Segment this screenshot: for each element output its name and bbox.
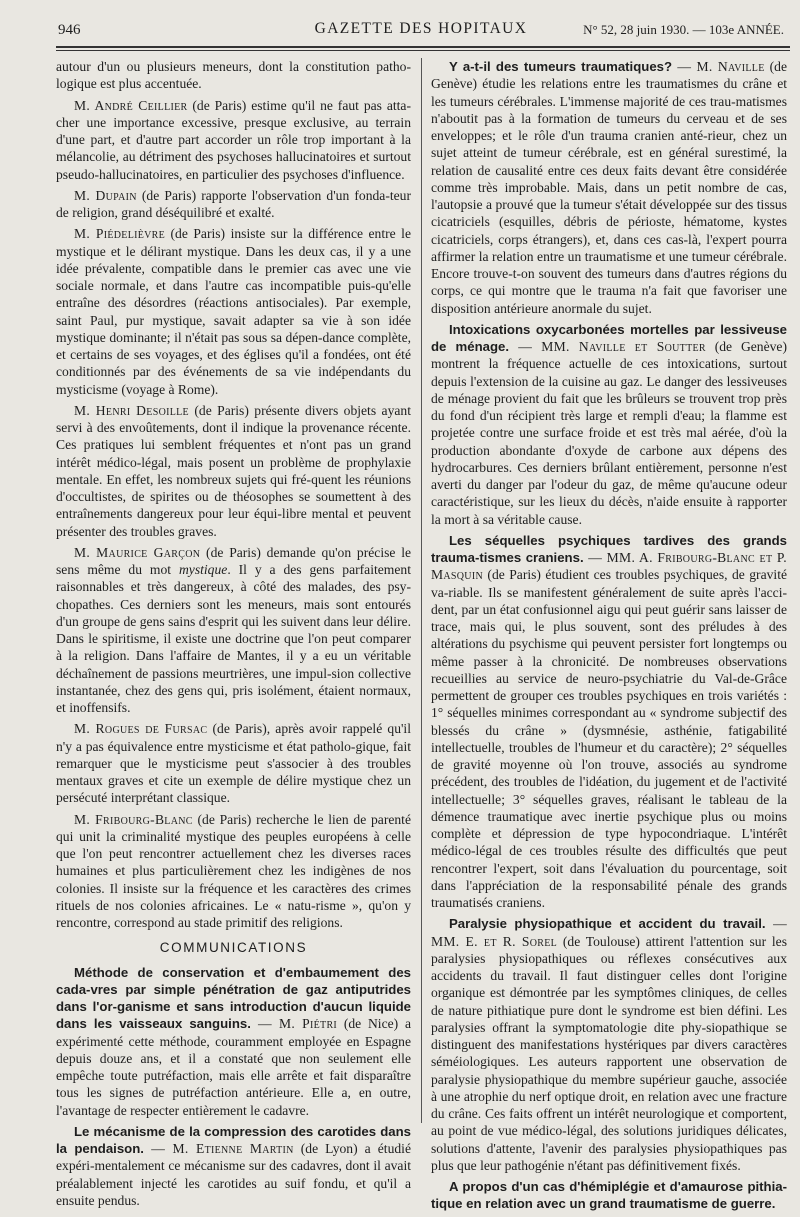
- communication: Le mécanisme de la compression des carotides dans la pendaison. — M. Etienne Martin (de Lyon) a étudié expéri-mentalement ce mécanisme sur des cadavres, dont il avait préalablement injecté les carotides au suif fondu, et qu'il a ensuite pendus.: [56, 1123, 411, 1208]
- communication-heading: A propos d'un cas d'hémiplégie et d'amaurose pithia-tique en relation avec un grand traumatisme de guerre.: [431, 1179, 787, 1212]
- speaker-name: M. Dupain: [74, 187, 137, 203]
- paragraph: M. Henri Desoille (de Paris) présente divers objets ayant servi à des envoûtements, dont il indique la provenance récente. Ces pratiques lui semblent fréquentes et n'ont pas un grand intérêt médico-légal, mais posent un problème de prophylaxie mentale. En effet, les nombreux sujets qui fré-quent les réunions d'occultistes, de spirites ou de théosophes se soumettent à des entraînements dangereux pour leur équi-libre mental et peuvent présenter des troubles graves.: [56, 402, 411, 539]
- italic-term: mystique: [178, 562, 228, 577]
- speaker-name: — M. Etienne Martin: [143, 1141, 294, 1156]
- section-title: COMMUNICATIONS: [159, 940, 308, 956]
- header-rule-thick: [56, 46, 790, 48]
- page-number: 946: [58, 22, 81, 38]
- header-rule-thin: [56, 50, 790, 51]
- speaker-name: M. Henri Desoille: [74, 402, 189, 418]
- speaker-name: M. André Ceillier: [74, 97, 188, 113]
- paragraph: M. Maurice Garçon (de Paris) demande qu'on précise le sens même du mot mystique. Il y a des gens parfaitement raisonnables et très dangereux, à côté des malades, des psy-chopathes. Ces derniers sont les meneurs, mais sont entourés d'un groupe de gens sains d'esprit qui les suivent dans leur délire. Dans le spiritisme, il existe une doctrine que l'on peut comparer à la religion. Dans l'affaire de Mantes, il y a eu un véritable déchaînement de passions meurtrières, une impul-sion collective instantanée, chez des gens qui, pris isolément, étaient normaux, et inoffensifs.: [56, 544, 412, 715]
- speaker-name: — MM. Naville et Soutter: [509, 339, 706, 354]
- paragraph: M. Fribourg-Blanc (de Paris) recherche le lien de parenté qui unit la criminalité mystique des peuples européens à celle que l'on peut rencontrer actuellement chez les diverses races humaines et plus particulièrement chez les indigènes de nos colonies. Il insiste sur la fréquence et les caractères des crimes rituels de nos colonies africaines. Le « natu-risme », qu'on y rencontre, correspond au stade primitif des religions.: [56, 811, 411, 930]
- speaker-name: — M. Piétri: [250, 1016, 338, 1032]
- left-column: [56, 58, 411, 1213]
- speaker-name: — MM. A. Fribourg-Blanc et P. Masquin: [431, 550, 787, 583]
- speaker-name: — M. Naville: [672, 59, 765, 74]
- communication: Méthode de conservation et d'embaumement des cada-vres par simple pénétration de gaz antiputrides dans l'or-ganisme et sans introduction d'aucun liquide dans les vaisseaux sanguins. — M. Piétri (de Nice) a expérimenté cette méthode, couramment employée en Espagne depuis douze ans, et il a constaté que non seulement elle empêche toute putréfaction, mais elle arrête et fait disparaître tous les signes de putréfaction antérieure. Elle a, en outre, l'avantage de respecter entièrement le cadavre.: [56, 964, 411, 1118]
- speaker-name: — MM. E. et R. Sorel: [431, 916, 787, 949]
- speaker-name: M. Rogues de Fursac: [74, 721, 208, 737]
- speaker-name: M. Maurice Garçon: [74, 544, 201, 560]
- right-column: [431, 58, 787, 1217]
- communication: [431, 1178, 787, 1213]
- speaker-name: M. Piédelièvre: [74, 226, 166, 242]
- communication-heading: Intoxications oxycarbonées mortelles par lessiveuse de ménage.: [431, 321, 787, 354]
- paragraph: M. Piédelièvre (de Paris) insiste sur la différence entre le mystique et le délirant mystique. Dans les deux cas, il y a une idée prévalente, compatible dans le premier cas avec une vie sociale normale, et dans l'autre cas incompatible puis-qu'elle entraîne des désordres (réactions antisociales). Par exemple, saint Paul, pur mystique, savait adapter sa vie à son idée mystique dominante; il n'était pas sous sa dépen-dance complète, et certains de ses voyages, et des églises qu'il a fondées, ont été conditionnés par des événements de sa vie indépendants du mysticisme (voyage à Rome).: [56, 226, 411, 397]
- communication: Paralysie physiopathique et accident du travail. — MM. E. et R. Sorel (de Toulouse) attirent l'attention sur les paralysies physiopathiques ou réflexes consécutives aux accidents du travail. Il faut distinguer celles dont l'origine organique est démontrée par les symptômes cliniques, de celles de nature pithiatique pure dont le syndrome est bien défini. Les paralysies offrant la symptomatologie dite phy-siopathique se distinguent des manifestations hystériques par divers caractères séméiologiques. Les auteurs rapportent une observation de paralysie physiopathique du membre supérieur gauche, associée à une atrophie du nerf optique droit, en relation avec une fracture du crâne. Ces faits offrent un intérêt neurologique et comportent, au point de vue médico-légal, des solutions juridiques délicates, solutions d'attente, l'avenir des paralysies physiopathiques pas plus que leur pathogénie n'étant pas définitivement fixés.: [431, 916, 787, 1173]
- paragraph: M. André Ceillier (de Paris) estime qu'il ne faut pas atta-cher une importance excessive, presque exclusive, au terrain d'une part, et d'autre part accorder un rôle trop important à la mélancolie, au détriment des psychoses hallucinatoires et surtout pseudo-hallucinatoires, en particulier des psychoses d'influence.: [56, 97, 411, 182]
- communication-heading: Méthode de conservation et d'embaumement des cada-vres par simple pénétration de gaz antiputrides dans l'or-ganisme et sans introduction d'aucun liquide dans les vaisseaux sanguins.: [56, 964, 411, 1032]
- communication: Y a-t-il des tumeurs traumatiques? — M. Naville (de Genève) étudie les relations entre les traumatismes du crâne et les tumeurs cérébrales. L'immense majorité de ces trau-matismes n'aboutit pas à la formation de tumeurs du cerveau et de ses enveloppes; et le rôle d'un trauma cranien anté-rieur, chez un sujet atteint de tumeur cérébrale, est en général surestimé, la relation de causalité entre ces deux faits devant être considérée comme très improbable. Mais, dans un petit nombre de cas, l'autopsie a prouvé que la tumeur s'était développée sur des tissus cicatriciels (esquilles, débris de périoste, hématome, kystes cicatriciels, corps étrangers), et, dans ces cas-là, l'expert pourra affirmer la relation entre un traumatisme et une tumeur cérébrale. Encore trouve-t-on souvent des tumeurs dans d'autres régions du corps, ce qui montre que le trauma n'a fait que favoriser une disposition antérieure anormale du sujet.: [431, 59, 787, 316]
- paragraph: M. Dupain (de Paris) rapporte l'observation d'un fonda-teur de religion, grand déséquilibré et exalté.: [56, 187, 411, 220]
- paragraph: autour d'un ou plusieurs meneurs, dont la constitution patho-logique est plus accentuée.: [56, 59, 411, 92]
- issue-info: N° 52, 28 juin 1930. — 103e ANNÉE.: [583, 22, 784, 37]
- communication-heading: Le mécanisme de la compression des carotides dans la pendaison.: [56, 1123, 411, 1156]
- communication-heading: Y a-t-il des tumeurs traumatiques?: [449, 59, 673, 74]
- speaker-name: M. Fribourg-Blanc: [74, 811, 193, 827]
- communication-heading: Les séquelles psychiques tardives des grands trauma-tismes craniens.: [431, 532, 787, 565]
- communication: Les séquelles psychiques tardives des grands trauma-tismes craniens. — MM. A. Fribourg-Blanc et P. Masquin (de Paris) étudient ces troubles psychiques, de gravité va-riable. Ils se manifestent généralement de suite après l'acci-dent, par un état confusionnel aigu qui peut guérir sans laisser de trace, mais qui, le plus souvent, sont des préludes à des altérations du psychisme qui peuvent persister fort longtemps ou même passer à la chronicité. De nombreuses observations recueillies au service de neuro-psychiatrie du Val-de-Grâce permettent de grouper ces troubles psychiques en trois variétés : 1° séquelles minimes correspondant au « syndrome subjectif des blessés du crâne » (dysmnésie, asthénie, fatigabilité intellectuelle, troubles de l'humeur et du caractère); 2° séquelles de gravité moyenne où l'on trouve, associés au syndrome précédent, des troubles de l'idéation, du jugement et de l'activité intellectuelle; 3° séquelles graves, réalisant le tableau de la démence traumatique avec inertie psychique plus ou moins complète et dépression de type hypocondriaque. L'intérêt médico-légal de ces troubles résulte des difficultés que peut rencontrer l'expert, soit dans l'évaluation du pourcentage, soit dans l'appréciation de la responsabilité pénale des grands traumatisés craniens.: [431, 532, 787, 910]
- journal-title: GAZETTE DES HOPITAUX: [314, 20, 528, 37]
- column-divider: [421, 58, 422, 1123]
- communication-heading: Paralysie physiopathique et accident du travail.: [449, 916, 766, 932]
- paragraph: M. Rogues de Fursac (de Paris), après avoir rappelé qu'il n'y a pas équivalence entre mysticisme et état patholo-gique, fait remarquer que le mysticisme peut s'associer à des troubles mentaux graves et cite un exemple de délire mystique chez un persécuté interprétant classique.: [56, 721, 411, 806]
- page-header: [58, 14, 784, 44]
- communication: Intoxications oxycarbonées mortelles par lessiveuse de ménage. — MM. Naville et Soutter (de Genève) montrent la fréquence actuelle de ces intoxications, surtout depuis l'extension de la cuisine au gaz. Le danger des lessiveuses de ménage provient du fait que les brûleurs se trouvent trop près du fond d'un récipient très large et rempli d'eau; la flamme est projetée contre une surface froide et est très mal aérée, d'où la production abondante d'oxyde de carbone aux dépens des hydrocarbures. Ces derniers brûlant entièrement, personne n'est averti du danger par l'odeur du gaz, de même qu'aucune odeur caractéristique, sur les lieux du décès, n'aide ensuite à rapporter la mort à sa véritable cause.: [431, 321, 787, 527]
